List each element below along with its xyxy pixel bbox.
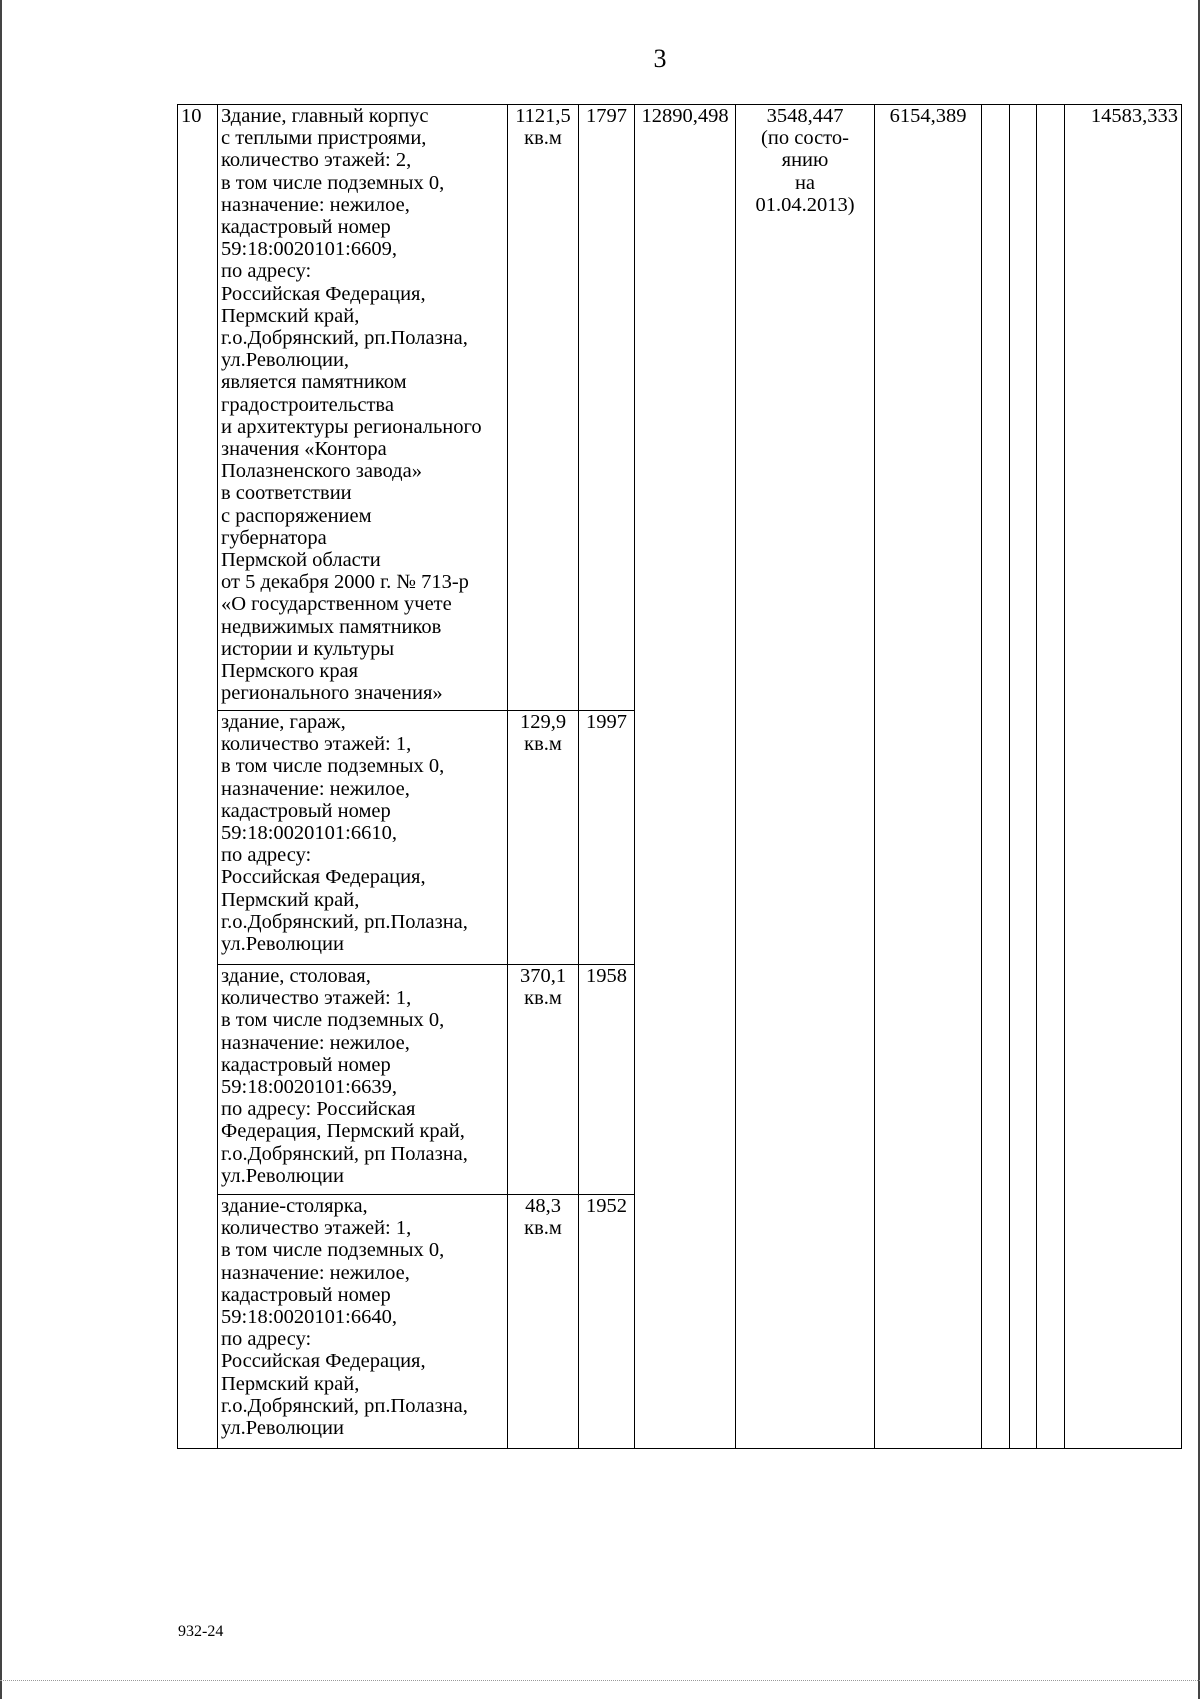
item-area: 129,9 кв.м [508,711,579,965]
item-area: 48,3 кв.м [508,1195,579,1449]
item-area: 370,1 кв.м [508,965,579,1195]
scan-edge-left [0,0,2,1699]
item-description: здание-столярка, количество этажей: 1, в том числе подземных 0, назначение: нежилое, кадастровый номер 59:18:0020101:6640, по адресу: Российская Федерация, Пермский край, г.о.Добрянский, рп.Полазна, ул.Революции [218,1195,508,1449]
table-row [178,105,1182,711]
item-description: здание, столовая, количество этажей: 1, в том числе подземных 0, назначение: нежилое, кадастровый номер 59:18:0020101:6639, по адресу: Российская Федерация, Пермский край, г.о.Добрянский, рп Полазна, ул.Революции [218,965,508,1195]
item-year: 1958 [579,965,635,1195]
balance-value: 12890,498 [635,105,736,1449]
item-description: здание, гараж, количество этажей: 1, в том числе подземных 0, назначение: нежилое, кадастровый номер 59:18:0020101:6610, по адресу: Российская Федерация, Пермский край, г.о.Добрянский, рп.Полазна, ул.Революции [218,711,508,965]
empty-cell [982,105,1010,1449]
item-year: 1952 [579,1195,635,1449]
item-year: 1797 [579,105,635,711]
cadastral-value: 6154,389 [875,105,982,1449]
item-year: 1997 [579,711,635,965]
residual-value: 3548,447 (по состо- янию на 01.04.2013) [736,105,875,1449]
total-value: 14583,333 [1065,105,1182,1449]
page-number: 3 [653,44,667,73]
empty-cell [1037,105,1065,1449]
row-number: 10 [178,105,218,1449]
item-description: Здание, главный корпус с теплыми пристроями, количество этажей: 2, в том числе подземных 0, назначение: нежилое, кадастровый номер 59:18:0020101:6609, по адресу: Российская Федерация, Пермский край, г.о.Добрянский, рп.Полазна, ул.Революции, является памятником градостроительства и архитектуры регионального значения «Контора Полазненского завода» в соответствии с распоряжением губернатора Пермской области от 5 декабря 2000 г. № 713-р «О государственном учете недвижимых памятников истории и культуры Пермского края регионального значения» [218,105,508,711]
property-table [177,104,1182,1449]
scan-edge-bottom [0,1680,1200,1681]
empty-cell [1010,105,1037,1449]
document-code: 932-24 [178,1623,224,1640]
item-area: 1121,5 кв.м [508,105,579,711]
